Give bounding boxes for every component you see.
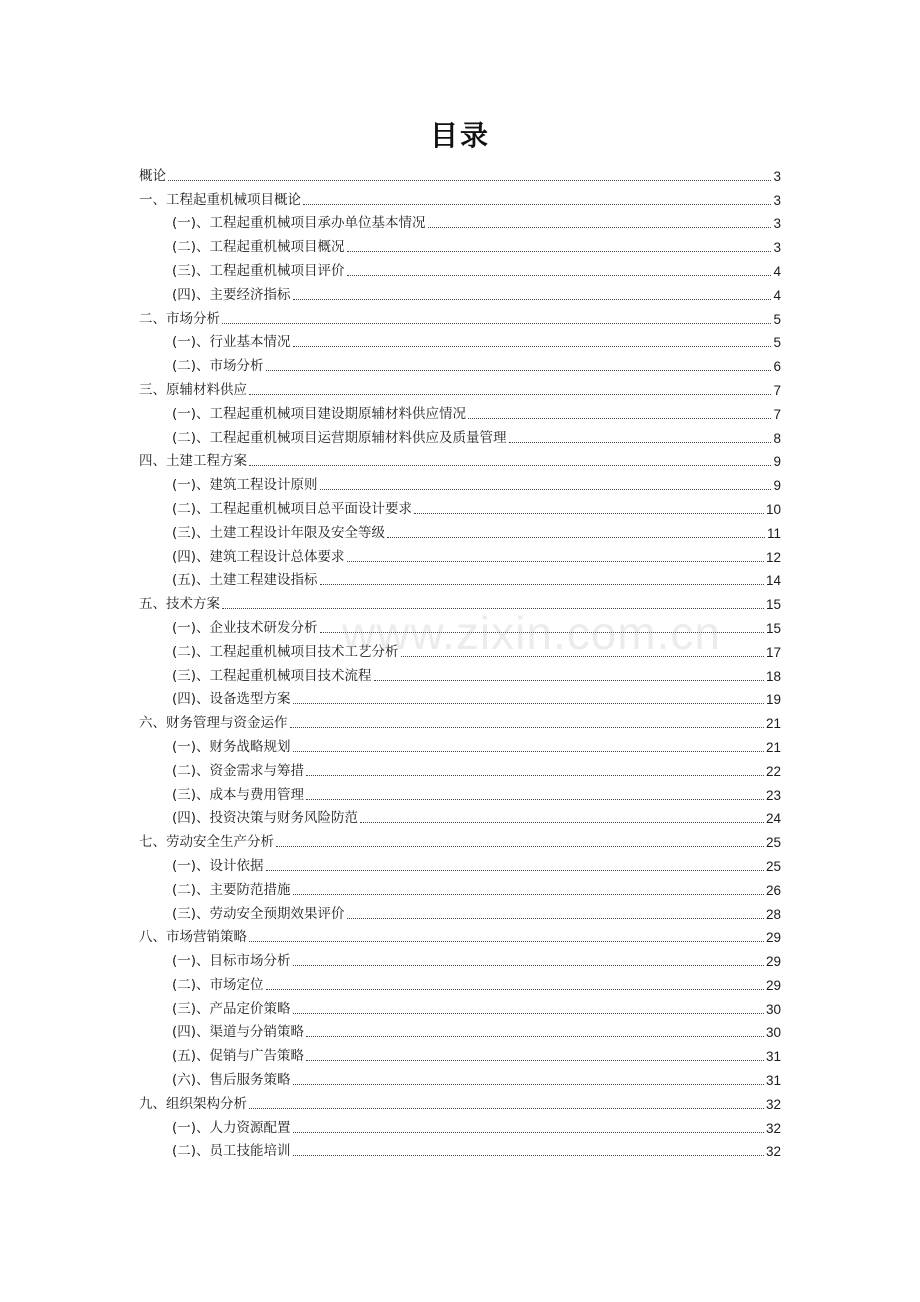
dot-leader — [249, 1108, 764, 1109]
toc-entry-label: (二)、员工技能培训 — [172, 1143, 291, 1160]
toc-entry[interactable] — [139, 613, 781, 637]
toc-entry[interactable] — [139, 280, 781, 304]
toc-entry[interactable] — [139, 566, 781, 590]
toc-entry[interactable] — [139, 328, 781, 352]
dot-leader — [222, 323, 771, 324]
toc-entry-page-number: 5 — [773, 311, 781, 327]
toc-entry[interactable] — [139, 1113, 781, 1137]
dot-leader — [266, 870, 764, 871]
dot-leader — [347, 275, 772, 276]
toc-entry-label: (二)、资金需求与筹措 — [172, 762, 305, 779]
dot-leader — [293, 894, 764, 895]
toc-entry[interactable] — [139, 542, 781, 566]
toc-entry-label: (四)、建筑工程设计总体要求 — [172, 548, 345, 565]
toc-entry-label: (二)、工程起重机械项目概况 — [172, 239, 345, 256]
toc-entry[interactable] — [139, 1018, 781, 1042]
toc-entry[interactable] — [139, 780, 781, 804]
toc-entry[interactable] — [139, 899, 781, 923]
toc-entry-page-number: 24 — [765, 811, 781, 827]
toc-entry-page-number: 10 — [765, 501, 781, 517]
toc-entry-page-number: 12 — [765, 549, 781, 565]
toc-entry-label: (三)、成本与费用管理 — [172, 786, 305, 803]
toc-entry-label: 五、技术方案 — [139, 596, 220, 613]
toc-entry-page-number: 9 — [773, 478, 781, 494]
toc-entry[interactable] — [139, 494, 781, 518]
toc-entry-page-number: 30 — [765, 1001, 781, 1017]
dot-leader — [168, 180, 771, 181]
dot-leader — [293, 751, 764, 752]
toc-entry[interactable] — [139, 470, 781, 494]
toc-entry-page-number: 23 — [765, 787, 781, 803]
toc-entry[interactable] — [139, 375, 781, 399]
toc-entry-label: (二)、主要防范措施 — [172, 881, 291, 898]
toc-entry[interactable] — [139, 423, 781, 447]
toc-entry-page-number: 7 — [773, 382, 781, 398]
toc-entry-label: (二)、市场定位 — [172, 976, 264, 993]
toc-entry[interactable] — [139, 185, 781, 209]
toc-entry-label: (二)、工程起重机械项目总平面设计要求 — [172, 500, 413, 517]
toc-entry-label: (二)、市场分析 — [172, 358, 264, 375]
toc-entry-page-number: 31 — [765, 1049, 781, 1065]
dot-leader — [306, 1060, 764, 1061]
toc-entry-label: (三)、产品定价策略 — [172, 1000, 291, 1017]
toc-entry[interactable] — [139, 209, 781, 233]
toc-entry-page-number: 6 — [773, 359, 781, 375]
toc-title: 目录 — [429, 119, 490, 152]
dot-leader — [347, 561, 764, 562]
dot-leader — [293, 1013, 764, 1014]
toc-entry[interactable] — [139, 827, 781, 851]
toc-entry[interactable] — [139, 256, 781, 280]
toc-entry[interactable] — [139, 661, 781, 685]
dot-leader — [347, 251, 772, 252]
dot-leader — [401, 656, 764, 657]
toc-entry[interactable] — [139, 1089, 781, 1113]
dot-leader — [468, 418, 771, 419]
toc-entry-label: (一)、工程起重机械项目承办单位基本情况 — [172, 215, 426, 232]
toc-entry-label: (四)、设备选型方案 — [172, 691, 291, 708]
toc-entry[interactable] — [139, 732, 781, 756]
toc-entry-label: (一)、财务战略规划 — [172, 738, 291, 755]
toc-entry-label: (三)、劳动安全预期效果评价 — [172, 905, 345, 922]
toc-entry-page-number: 4 — [773, 287, 781, 303]
toc-entry[interactable] — [139, 923, 781, 947]
toc-entry-page-number: 3 — [773, 240, 781, 256]
dot-leader — [266, 989, 764, 990]
toc-entry-page-number: 26 — [765, 882, 781, 898]
toc-entry-label: (四)、主要经济指标 — [172, 286, 291, 303]
toc-entry[interactable] — [139, 994, 781, 1018]
toc-entry[interactable] — [139, 447, 781, 471]
dot-leader — [249, 394, 771, 395]
toc-entry-page-number: 28 — [765, 906, 781, 922]
dot-leader — [293, 703, 764, 704]
toc-entry-label: (三)、工程起重机械项目技术流程 — [172, 667, 372, 684]
toc-entry-page-number: 4 — [773, 263, 781, 279]
dot-leader — [293, 299, 772, 300]
toc-entry-page-number: 30 — [765, 1025, 781, 1041]
toc-entry-label: (五)、土建工程建设指标 — [172, 572, 318, 589]
dot-leader — [387, 537, 765, 538]
dot-leader — [303, 204, 771, 205]
toc-entry-page-number: 7 — [773, 406, 781, 422]
toc-entry-label: (一)、企业技术研发分析 — [172, 619, 318, 636]
dot-leader — [320, 584, 764, 585]
toc-entry-label: 一、工程起重机械项目概论 — [139, 191, 301, 208]
toc-entry-label: 七、劳动安全生产分析 — [139, 834, 274, 851]
toc-entry-label: 四、土建工程方案 — [139, 453, 247, 470]
dot-leader — [320, 632, 764, 633]
toc-entry-page-number: 22 — [765, 763, 781, 779]
toc-entry-label: (四)、投资决策与财务风险防范 — [172, 810, 359, 827]
toc-entry-page-number: 15 — [765, 620, 781, 636]
dot-leader — [509, 442, 772, 443]
toc-entry-page-number: 29 — [765, 954, 781, 970]
toc-entry-page-number: 9 — [773, 454, 781, 470]
toc-entry-page-number: 32 — [765, 1096, 781, 1112]
toc-entry[interactable] — [139, 708, 781, 732]
toc-entry-label: 三、原辅材料供应 — [139, 381, 247, 398]
toc-entry-page-number: 5 — [773, 335, 781, 351]
toc-entry-page-number: 3 — [773, 168, 781, 184]
toc-entry-label: 六、财务管理与资金运作 — [139, 715, 288, 732]
toc-entry[interactable] — [139, 1065, 781, 1089]
toc-entry[interactable] — [139, 304, 781, 328]
toc-entry[interactable] — [139, 851, 781, 875]
toc-entry[interactable] — [139, 804, 781, 828]
dot-leader — [290, 727, 764, 728]
toc-entry-page-number: 25 — [765, 858, 781, 874]
toc-entry-label: (一)、工程起重机械项目建设期原辅材料供应情况 — [172, 405, 467, 422]
toc-entry[interactable] — [139, 875, 781, 899]
toc-entry-label: (一)、目标市场分析 — [172, 953, 291, 970]
toc-entry[interactable] — [139, 756, 781, 780]
toc-entry-page-number: 25 — [765, 835, 781, 851]
toc-entry-page-number: 21 — [765, 739, 781, 755]
dot-leader — [360, 822, 764, 823]
toc-entry-label: (三)、土建工程设计年限及安全等级 — [172, 524, 386, 541]
toc-entry-page-number: 14 — [765, 573, 781, 589]
dot-leader — [249, 941, 764, 942]
toc-entry-label: 概论 — [139, 167, 166, 184]
toc-entry[interactable] — [139, 946, 781, 970]
toc-entry-label: 二、市场分析 — [139, 310, 220, 327]
toc-entry[interactable] — [139, 161, 781, 185]
dot-leader — [266, 370, 772, 371]
toc-entry-label: (一)、行业基本情况 — [172, 334, 291, 351]
toc-entry-label: (一)、设计依据 — [172, 857, 264, 874]
toc-entry-page-number: 3 — [773, 192, 781, 208]
dot-leader — [306, 775, 764, 776]
toc-entry-page-number: 15 — [765, 597, 781, 613]
toc-entry[interactable] — [139, 351, 781, 375]
toc-entry-label: (二)、工程起重机械项目技术工艺分析 — [172, 643, 399, 660]
dot-leader — [306, 1036, 764, 1037]
watermark: www.zixin.com.cn — [342, 607, 721, 659]
toc-entry-label: (四)、渠道与分销策略 — [172, 1024, 305, 1041]
dot-leader — [293, 1155, 764, 1156]
toc-entry[interactable] — [139, 232, 781, 256]
toc-entry-page-number: 21 — [765, 716, 781, 732]
toc-entry[interactable] — [139, 589, 781, 613]
toc-entry-page-number: 29 — [765, 930, 781, 946]
toc-entry[interactable] — [139, 1137, 781, 1161]
toc-entry[interactable] — [139, 637, 781, 661]
toc-entry-page-number: 11 — [766, 525, 781, 541]
toc-entry[interactable] — [139, 1041, 781, 1065]
dot-leader — [320, 489, 772, 490]
toc-entry[interactable] — [139, 685, 781, 709]
dot-leader — [293, 346, 772, 347]
toc-entry[interactable] — [139, 970, 781, 994]
toc-entry-page-number: 8 — [773, 430, 781, 446]
toc-entry[interactable] — [139, 399, 781, 423]
dot-leader — [347, 918, 764, 919]
toc-entry-label: (五)、促销与广告策略 — [172, 1048, 305, 1065]
toc-entry-label: 八、市场营销策略 — [139, 929, 247, 946]
toc-entry-label: (一)、建筑工程设计原则 — [172, 477, 318, 494]
toc-entry-label: (六)、售后服务策略 — [172, 1072, 291, 1089]
toc-entry-page-number: 32 — [765, 1144, 781, 1160]
dot-leader — [306, 799, 764, 800]
dot-leader — [374, 680, 764, 681]
toc-entry-label: 九、组织架构分析 — [139, 1095, 247, 1112]
toc-entry-label: (二)、工程起重机械项目运营期原辅材料供应及质量管理 — [172, 429, 507, 446]
dot-leader — [276, 846, 764, 847]
dot-leader — [414, 513, 764, 514]
dot-leader — [428, 227, 772, 228]
dot-leader — [293, 965, 764, 966]
toc-entry-label: (一)、人力资源配置 — [172, 1119, 291, 1136]
toc-entry-page-number: 29 — [765, 977, 781, 993]
toc-entry[interactable] — [139, 518, 781, 542]
toc-entry-page-number: 19 — [765, 692, 781, 708]
table-of-contents — [139, 161, 781, 1160]
dot-leader — [222, 608, 764, 609]
dot-leader — [293, 1084, 764, 1085]
toc-entry-page-number: 32 — [765, 1120, 781, 1136]
dot-leader — [293, 1132, 764, 1133]
toc-entry-page-number: 18 — [765, 668, 781, 684]
toc-entry-page-number: 31 — [765, 1073, 781, 1089]
dot-leader — [249, 465, 771, 466]
toc-entry-page-number: 17 — [765, 644, 781, 660]
toc-entry-page-number: 3 — [773, 216, 781, 232]
toc-entry-label: (三)、工程起重机械项目评价 — [172, 262, 345, 279]
